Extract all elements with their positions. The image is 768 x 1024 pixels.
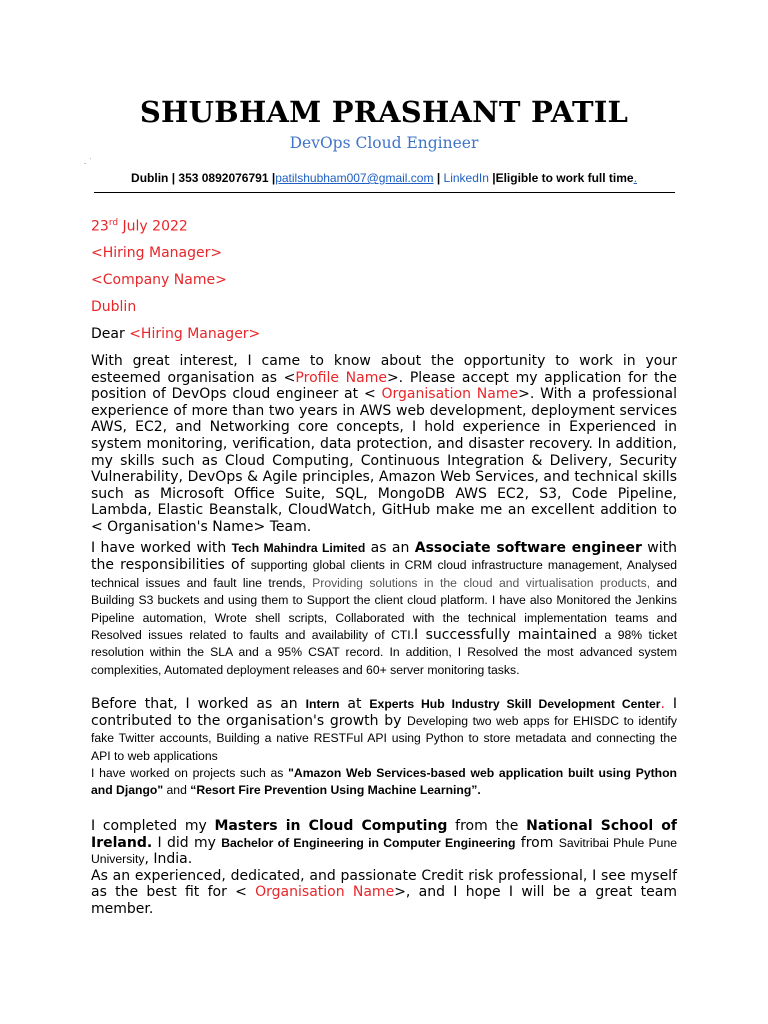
linkedin-link[interactable]: LinkedIn xyxy=(443,171,489,185)
recipient-company: <Company Name> xyxy=(91,272,227,288)
paragraph-experience xyxy=(91,540,677,679)
separator: | xyxy=(492,171,496,185)
job-title: Associate software engineer xyxy=(414,540,642,556)
text: I have worked on projects such as xyxy=(91,765,289,780)
employer-name: Tech Mahindra Limited xyxy=(231,541,366,555)
text-highlight: Providing solutions in the cloud and virtualisation products, xyxy=(312,575,651,590)
trailing-underscore: . xyxy=(633,171,637,185)
text: from xyxy=(515,834,559,851)
intern-role: Intern xyxy=(305,697,340,711)
text: , India. xyxy=(144,851,193,868)
placeholder-profile-name: Profile Name xyxy=(295,369,387,386)
masters-degree: Masters in Cloud Computing xyxy=(214,818,448,834)
text: With great interest, I came to know about the opportunity to work in your esteemed organisation as < xyxy=(91,353,677,386)
recipient-city: Dublin xyxy=(91,299,137,315)
text: Before that, I worked as an xyxy=(91,696,306,712)
salutation xyxy=(91,326,260,342)
project-2: “Resort Fire Prevention Using Machine Learning”. xyxy=(190,783,481,798)
header-divider xyxy=(94,192,675,193)
candidate-name: SHUBHAM PRASHANT PATIL xyxy=(139,95,629,129)
bachelor-university: Savitribai Phule Pune University xyxy=(91,835,677,867)
placeholder-organisation-name: Organisation Name xyxy=(381,386,519,403)
text: I completed my xyxy=(91,818,215,834)
text: supporting global clients in CRM cloud infrastructure management, Analysed technical issues and fault line trends, xyxy=(91,558,677,590)
bachelor-degree: Bachelor of Engineering in Computer Engineering xyxy=(221,835,516,850)
text: I have worked with xyxy=(91,540,232,556)
email-link[interactable]: patilshubham007@gmail.com xyxy=(275,171,434,185)
paragraph-education xyxy=(91,818,677,918)
separator: | xyxy=(436,171,441,185)
project-1: "Amazon Web Services-based web application built using Python and Django" xyxy=(91,765,677,798)
text: a 98% ticket resolution within the SLA and a 95% CSAT record. In addition, I Resolved the most advanced system complexities, Automated deployment releases and 60+ server monitoring tasks. xyxy=(91,628,678,677)
text: Developing two web apps for EHISDC to identify fake Twitter accounts, Building a native RESTFul API using Python to store metadata and connecting the API to web applications xyxy=(91,714,678,763)
separator: | xyxy=(271,171,276,185)
placeholder-organisation-name: Organisation Name xyxy=(255,884,395,901)
date-suffix: rd xyxy=(108,218,119,228)
paragraph-intro xyxy=(91,353,677,536)
date-month-year: July 2022 xyxy=(118,218,188,235)
date-day: 23 xyxy=(91,218,109,235)
text: >, and I hope I will be a great team member. xyxy=(91,884,678,917)
contact-city: Dublin xyxy=(131,171,169,185)
text: from the xyxy=(447,818,527,834)
text: at xyxy=(339,696,370,712)
work-eligibility: Eligible to work full time xyxy=(495,171,634,185)
text: >. Please accept my application for the position of DevOps cloud engineer at < xyxy=(91,369,678,403)
text: >. With a professional experience of more than two years in AWS web development, deployment services AWS, EC2, and Networking core concepts, I hold experience in Experienced in system monitoring, verification, data protection, and disaster recovery. In addition, my skills such as Cloud Computing, Continuous Integration & Delivery, Security Vulnerability, DevOps & Agile principles, Amazon Web Services, and technical skills such as Microsoft Office Suite, SQL, MongoDB AWS EC2, S3, Code Pipeline, Lambda, Elastic Beanstalk, CloudWatch, GitHub make me an excellent addition to < Organisation's Name> Team. xyxy=(91,386,677,535)
recipient-hiring-manager: <Hiring Manager> xyxy=(91,245,223,261)
text: I contributed to the organisation's growth by xyxy=(91,696,677,730)
candidate-role: DevOps Cloud Engineer xyxy=(289,134,479,152)
contact-line xyxy=(0,171,768,185)
masters-school: National School of Ireland. xyxy=(91,818,677,851)
text: as an xyxy=(365,540,415,556)
decorative-dots: . ˙ xyxy=(84,158,92,166)
letter-date xyxy=(91,218,188,235)
intern-company: Experts Hub Industry Skill Development Center xyxy=(369,697,661,711)
contact-phone: 353 0892076791 xyxy=(178,171,269,185)
salutation-name: <Hiring Manager> xyxy=(129,326,261,342)
text: . xyxy=(660,696,665,712)
text: and xyxy=(163,783,191,798)
text: I successfully maintained xyxy=(414,627,605,644)
text: As an experienced, dedicated, and passionate Credit risk professional, I see myself as the best fit for < xyxy=(91,867,677,901)
text: with the responsibilities of xyxy=(91,540,677,574)
salutation-dear: Dear xyxy=(91,326,130,342)
text: I did my xyxy=(152,834,222,851)
text: and Building S3 buckets and using them to Support the client cloud platform. I have also Monitored the Jenkins Pipeline automation, Wrote shell scripts, Collaborated with the technical implementation teams and Resolved issues related to faults and availability of CTI. xyxy=(91,575,677,643)
separator: | xyxy=(171,171,176,185)
paragraph-internship xyxy=(91,696,677,799)
